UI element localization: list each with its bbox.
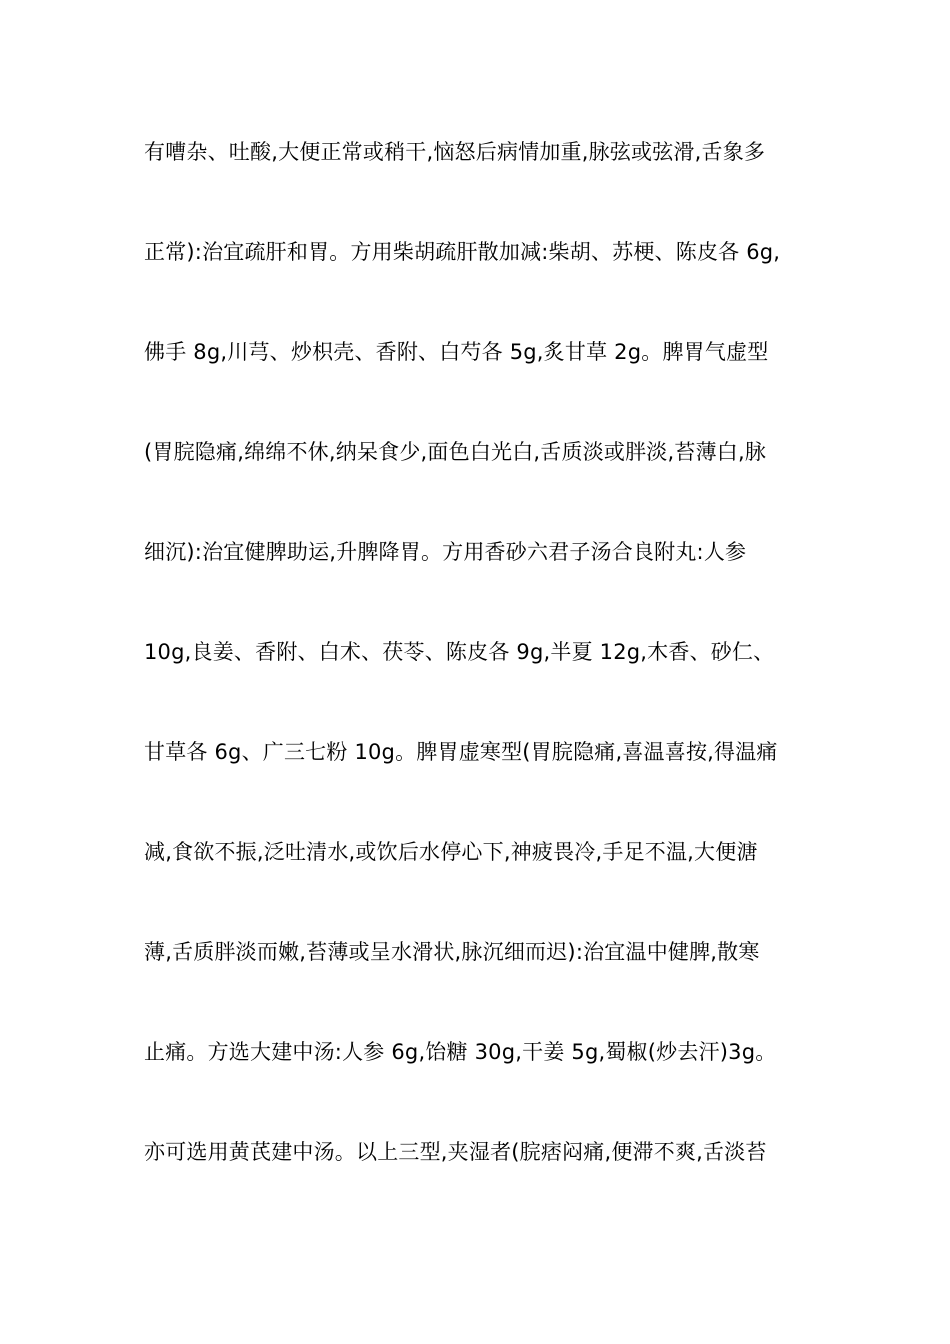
text-line-11: 亦可选用黄芪建中汤。以上三型,夹湿者(脘痞闷痛,便滞不爽,舌淡苔 [144, 1140, 767, 1164]
body-text [144, 128, 824, 1228]
text-line-1: 有嘈杂、吐酸,大便正常或稍干,恼怒后病情加重,脉弦或弦滑,舌象多 [144, 140, 766, 164]
text-line-9: 薄,舌质胖淡而嫩,苔薄或呈水滑状,脉沉细而迟):治宜温中健脾,散寒 [144, 940, 760, 964]
text-line-8: 减,食欲不振,泛吐清水,或饮后水停心下,神疲畏冷,手足不温,大便溏 [144, 840, 758, 864]
text-line-6: 10g,良姜、香附、白术、茯苓、陈皮各 9g,半夏 12g,木香、砂仁、 [144, 640, 775, 664]
text-line-5: 细沉):治宜健脾助运,升脾降胃。方用香砂六君子汤合良附丸:人参 [144, 540, 747, 564]
text-line-2: 正常):治宜疏肝和胃。方用柴胡疏肝散加减:柴胡、苏梗、陈皮各 6g, [144, 240, 781, 264]
text-line-3: 佛手 8g,川芎、炒枳壳、香附、白芍各 5g,炙甘草 2g。脾胃气虚型 [144, 340, 769, 364]
text-line-4: (胃脘隐痛,绵绵不休,纳呆食少,面色白光白,舌质淡或胖淡,苔薄白,脉 [144, 440, 767, 464]
text-line-10: 止痛。方选大建中汤:人参 6g,饴糖 30g,干姜 5g,蜀椒(炒去汗)3g。 [144, 1040, 777, 1064]
text-line-7: 甘草各 6g、广三七粉 10g。脾胃虚寒型(胃脘隐痛,喜温喜按,得温痛 [144, 740, 778, 764]
